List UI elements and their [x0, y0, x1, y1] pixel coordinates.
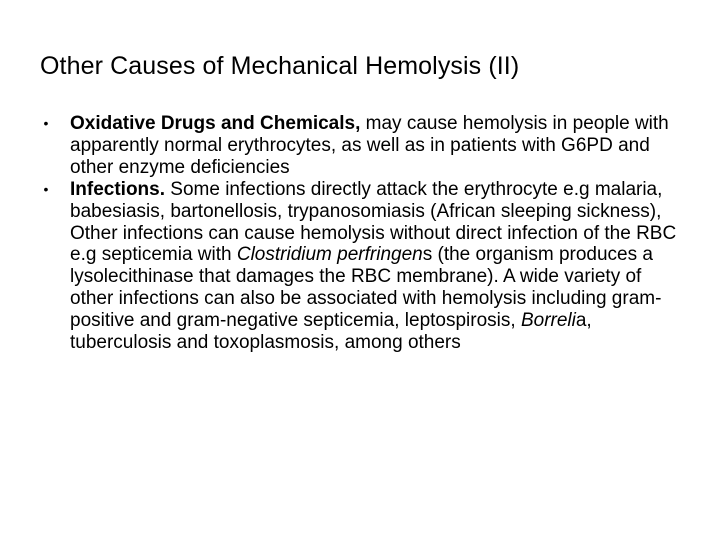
slide-title: Other Causes of Mechanical Hemolysis (II) [40, 52, 520, 80]
bullet-oxidative-drugs [36, 113, 684, 179]
organism-name-borrelia: Borreli [520, 310, 576, 332]
bullet-text: a, tuberculosis and toxoplasmosis, among others [70, 310, 592, 354]
bullet-dot-icon: • [43, 180, 49, 197]
bullet-lead: Oxidative Drugs and Chemicals, [70, 113, 361, 134]
bullet-lead: Infections. [70, 178, 166, 200]
organism-name-clostridium: Clostridium perfringen [236, 244, 423, 266]
bullet-list [36, 113, 684, 354]
bullet-text: s (the organism produces a lysolecithinase that damages the RBC membrane). A wide variety of other infections can also be associated with hemolysis including gram-positive and gram-negative septicemia, leptospirosis, [70, 244, 662, 332]
bullet-dot-icon: • [43, 115, 49, 131]
bullet-text: may cause hemolysis in people with apparently normal erythrocytes, as well as in patients with G6PD and other enzyme deficiencies [70, 113, 669, 178]
bullet-text: Some infections directly attack the erythrocyte e.g malaria, babesiasis, bartonellosis, trypanosomiasis (African sleeping sickness), Other infections can cause hemolysis without direct infection of the RBC e.g septicemia with [70, 178, 677, 266]
bullet-infections [36, 179, 684, 354]
